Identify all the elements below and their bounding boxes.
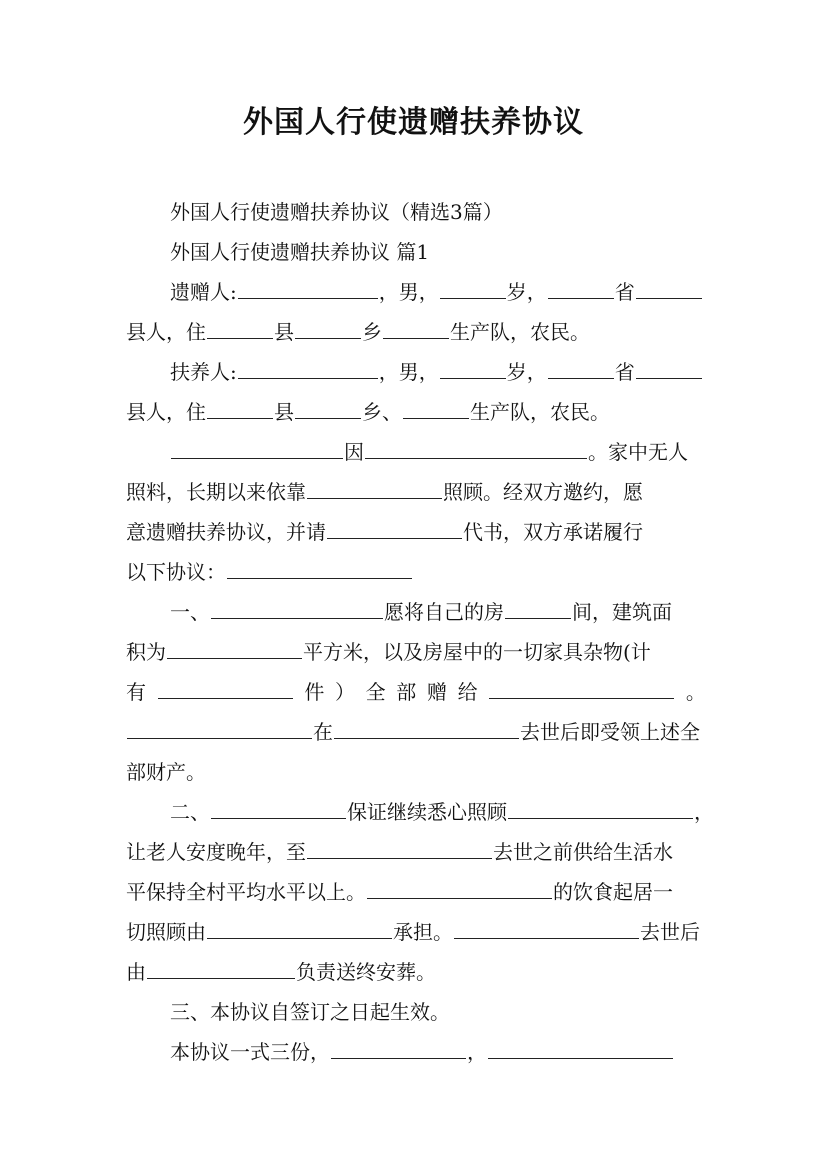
closing-line — [126, 1032, 706, 1072]
care-blank — [307, 472, 442, 499]
item1-word: ） — [334, 680, 355, 704]
supporter-age-label: 岁， — [506, 360, 547, 384]
care-tail: 照顾。经双方邀约，愿 — [443, 480, 643, 504]
subtitle-line — [126, 192, 706, 232]
care-line — [126, 472, 706, 512]
item1-word: 件 — [304, 680, 325, 704]
reason-tail: 。家中无人 — [588, 440, 688, 464]
bequeather-age-blank — [440, 272, 506, 299]
item2-line1 — [126, 792, 714, 832]
item2-bearer-blank — [207, 912, 392, 939]
reason-because: 因 — [344, 440, 364, 464]
item1-word: 有 — [126, 680, 146, 704]
closing-blank-1 — [331, 1032, 466, 1059]
item1-line2 — [126, 632, 706, 672]
will-text: 意遗赠扶养协议，并请 — [126, 520, 326, 544]
below-blank — [227, 552, 412, 579]
item2-elder-blank — [508, 792, 693, 819]
bequeather-line — [126, 272, 706, 312]
reason-person-blank — [171, 432, 343, 459]
bequeather-province-label: 省 — [614, 280, 635, 304]
bequeather-name-blank — [238, 272, 378, 299]
item1-line4 — [126, 712, 706, 752]
address-team-label: 生产队，农民。 — [450, 320, 590, 344]
item2-text6: 切照顾由 — [126, 920, 206, 944]
item2-line3 — [126, 872, 706, 912]
item1-name-blank — [211, 592, 383, 619]
will-line — [126, 512, 706, 552]
address-township-label: 乡、 — [362, 400, 402, 424]
address-prefix: 县人，住 — [126, 320, 206, 344]
chapter-heading: 外国人行使遗赠扶养协议 篇1 — [170, 240, 430, 264]
item1-recipient-blank — [489, 672, 674, 699]
bequeather-address-line — [126, 312, 706, 352]
supporter-label: 扶养人: — [170, 360, 237, 384]
item2-text9: 负责送终安葬。 — [296, 960, 436, 984]
below-text: 以下协议： — [126, 560, 226, 584]
supporter-name-blank — [238, 352, 378, 379]
supporter-province-label: 省 — [614, 360, 635, 384]
item3-line — [126, 992, 706, 1032]
address-county-label: 县 — [274, 400, 294, 424]
item2-comma: ， — [694, 800, 714, 824]
item2-deceased-blank — [454, 912, 639, 939]
address-township-blank — [295, 312, 361, 339]
item1-receiver-blank — [127, 712, 312, 739]
bequeather-age-label: 岁， — [506, 280, 547, 304]
item1-end: 部财产。 — [126, 760, 206, 784]
item1-word: 给 — [457, 680, 478, 704]
item3-text: 三、本协议自签订之日起生效。 — [170, 1000, 450, 1024]
supporter-address-line — [126, 392, 706, 432]
chapter-line — [126, 232, 706, 272]
bequeather-county-blank — [636, 272, 702, 299]
item1-text-tail: 间，建筑面 — [572, 600, 672, 624]
below-line — [126, 552, 706, 592]
address-township-label: 乡 — [362, 320, 382, 344]
item1-line1 — [126, 592, 706, 632]
scribe-blank — [327, 512, 462, 539]
item2-text3: 去世之前供给生活水 — [493, 840, 673, 864]
item2-line4 — [126, 912, 706, 952]
item2-text4: 平保持全村平均水平以上。 — [126, 880, 366, 904]
item2-supporter-blank — [211, 792, 346, 819]
item2-line2 — [126, 832, 706, 872]
address-team-blank — [383, 312, 449, 339]
closing-text: 本协议一式三份， — [170, 1040, 330, 1064]
item2-text2: 让老人安度晚年，至 — [126, 840, 306, 864]
item1-word: 全 — [365, 680, 386, 704]
item2-line5 — [126, 952, 706, 992]
item1-receive-text: 去世后即受领上述全 — [520, 720, 700, 744]
document-title: 外国人行使遗赠扶养协议 — [243, 105, 584, 140]
supporter-province-blank — [548, 352, 614, 379]
item2-text5: 的饮食起居一 — [553, 880, 673, 904]
supporter-age-blank — [440, 352, 506, 379]
closing-comma: ， — [467, 1040, 487, 1064]
item1-text: 愿将自己的房 — [384, 600, 504, 624]
supporter-line — [126, 352, 706, 392]
item1-deceased-blank — [334, 712, 519, 739]
item2-by: 由 — [126, 960, 146, 984]
item1-word: 赠 — [426, 680, 447, 704]
item1-rooms-blank — [505, 592, 571, 619]
item1-line3 — [126, 672, 706, 712]
item1-word: 部 — [396, 680, 417, 704]
item1-area-label: 积为 — [126, 640, 166, 664]
address-county-blank — [207, 312, 273, 339]
item2-until-blank — [307, 832, 492, 859]
address-team-blank — [403, 392, 469, 419]
subtitle: 外国人行使遗赠扶养协议（精选3篇） — [170, 200, 503, 224]
address-county-label: 县 — [274, 320, 294, 344]
item2-number: 二、 — [170, 800, 210, 824]
item1-area-blank — [167, 632, 302, 659]
address-county-blank — [207, 392, 273, 419]
item1-area-tail: 平方米，以及房屋中的一切家具杂物(计 — [303, 640, 651, 664]
item2-funeral-blank — [147, 952, 295, 979]
item1-at: 在 — [313, 720, 333, 744]
item2-daily-blank — [367, 872, 552, 899]
reason-line — [126, 432, 706, 472]
item1-items-blank — [158, 672, 293, 699]
item2-text8: 去世后 — [640, 920, 700, 944]
item2-text: 保证继续悉心照顾 — [347, 800, 507, 824]
care-text: 照料，长期以来依靠 — [126, 480, 306, 504]
address-team-label: 生产队，农民。 — [470, 400, 610, 424]
item1-word: 。 — [685, 680, 706, 704]
closing-blank-2 — [488, 1032, 673, 1059]
will-tail: 代书，双方承诺履行 — [463, 520, 643, 544]
item1-number: 一、 — [170, 600, 210, 624]
reason-blank — [365, 432, 587, 459]
item2-text7: 承担。 — [393, 920, 453, 944]
item1-line5 — [126, 752, 706, 792]
bequeather-province-blank — [548, 272, 614, 299]
address-township-blank — [295, 392, 361, 419]
supporter-gender: ，男， — [378, 360, 439, 384]
bequeather-label: 遗赠人: — [170, 280, 237, 304]
supporter-county-blank — [636, 352, 702, 379]
bequeather-gender: ，男， — [378, 280, 439, 304]
address-prefix: 县人，住 — [126, 400, 206, 424]
